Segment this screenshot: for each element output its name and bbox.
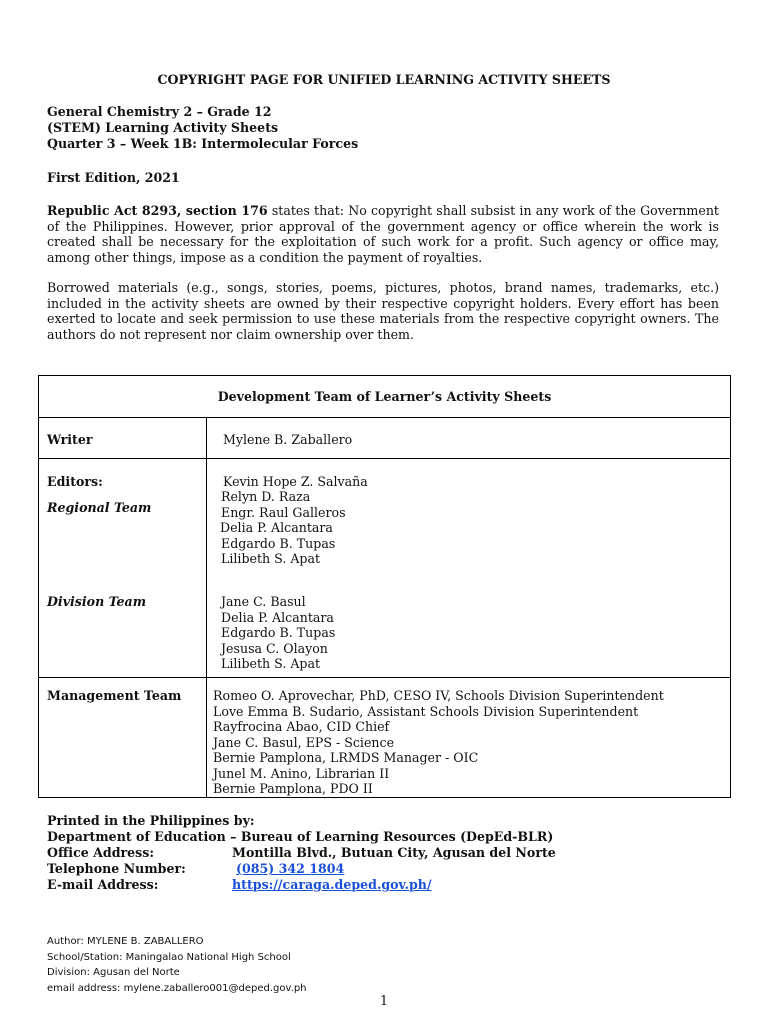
management-names-cell	[207, 678, 731, 798]
regional-member: Lilibeth S. Apat	[221, 551, 321, 566]
email-label: E-mail Address:	[47, 877, 159, 892]
republic-act-lead: Republic Act 8293, section 176	[47, 203, 268, 218]
author-email-line: email address: mylene.zaballero001@deped.gov.ph	[47, 982, 307, 994]
management-member: Bernie Pamplona, LRMDS Manager - OIC	[213, 750, 479, 765]
page-number: 1	[380, 993, 389, 1008]
management-member: Love Emma B. Sudario, Assistant Schools Division Superintendent	[213, 703, 639, 719]
sheet-type-line: (STEM) Learning Activity Sheets	[47, 120, 279, 135]
division-member: Lilibeth S. Apat	[221, 656, 321, 671]
editors-names-cell	[207, 459, 731, 678]
telephone-label: Telephone Number:	[47, 861, 186, 876]
republic-act-text: states that: No copyright shall subsist in any work of the Government of the Philippines. However, prior approval of the government agency or office wherein the work is created shall be necessary for the exploitation of such work for a profit. Such agency or office may, among other things, impose as a condition the payment of royalties.	[47, 203, 719, 266]
regional-member: Engr. Raul Galleros	[221, 505, 346, 520]
writer-label: Writer	[47, 432, 93, 447]
division-member: Jesusa C. Olayon	[221, 641, 328, 656]
department-line: Department of Education – Bureau of Learning Resources (DepEd-BLR)	[47, 829, 554, 844]
management-label-cell	[39, 678, 207, 798]
borrowed-materials-paragraph: Borrowed materials (e.g., songs, stories, poems, pictures, photos, brand names, trademarks, etc.) included in the activity sheets are owned by their respective copyright holders. Every effort has been exerted to locate and seek permission to use these materials from the respective copyright owners. The authors do not represent nor claim ownership over them.	[47, 280, 719, 343]
management-member: Rayfrocina Abao, CID Chief	[213, 719, 390, 734]
quarter-week-line: Quarter 3 – Week 1B: Intermolecular Forces	[47, 136, 359, 151]
development-team-table	[38, 375, 731, 798]
telephone-link[interactable]: (085) 342 1804	[236, 861, 345, 876]
page-title: COPYRIGHT PAGE FOR UNIFIED LEARNING ACTIVITY SHEETS	[157, 72, 611, 87]
division-member: Delia P. Alcantara	[221, 610, 334, 625]
regional-member: Edgardo B. Tupas	[221, 536, 336, 551]
republic-act-paragraph	[47, 203, 719, 266]
edition-line: First Edition, 2021	[47, 170, 180, 185]
management-member: Junel M. Anino, Librarian II	[213, 765, 390, 781]
office-address-label: Office Address:	[47, 845, 155, 860]
division-line: Division: Agusan del Norte	[47, 967, 180, 978]
regional-member: Delia P. Alcantara	[220, 520, 333, 535]
division-team-label: Division Team	[47, 594, 147, 609]
writer-name-cell	[207, 418, 731, 459]
management-member: Bernie Pamplona, PDO II	[213, 781, 373, 796]
author-line: Author: MYLENE B. ZABALLERO	[47, 936, 204, 947]
subject-line: General Chemistry 2 – Grade 12	[47, 104, 272, 119]
website-link[interactable]: https://caraga.deped.gov.ph/	[232, 877, 432, 892]
regional-team-label: Regional Team	[47, 500, 152, 515]
division-member: Edgardo B. Tupas	[221, 625, 336, 640]
editors-label: Editors:	[47, 474, 103, 489]
printed-in-line: Printed in the Philippines by:	[47, 813, 255, 828]
regional-member: Kevin Hope Z. Salvaña	[223, 474, 368, 489]
writer-label-cell	[39, 418, 207, 459]
management-team-label: Management Team	[47, 688, 182, 703]
management-member: Romeo O. Aprovechar, PhD, CESO IV, Schools Division Superintendent	[213, 688, 664, 703]
writer-name: Mylene B. Zaballero	[223, 432, 353, 447]
editors-label-cell	[39, 459, 207, 678]
division-member: Jane C. Basul	[221, 594, 306, 609]
office-address-value: Montilla Blvd., Butuan City, Agusan del Norte	[232, 845, 556, 860]
management-member: Jane C. Basul, EPS - Science	[213, 734, 395, 750]
team-table-heading: Development Team of Learner’s Activity Sheets	[39, 376, 731, 418]
regional-member: Relyn D. Raza	[221, 489, 311, 504]
school-line: School/Station: Maningalao National High School	[47, 951, 291, 963]
